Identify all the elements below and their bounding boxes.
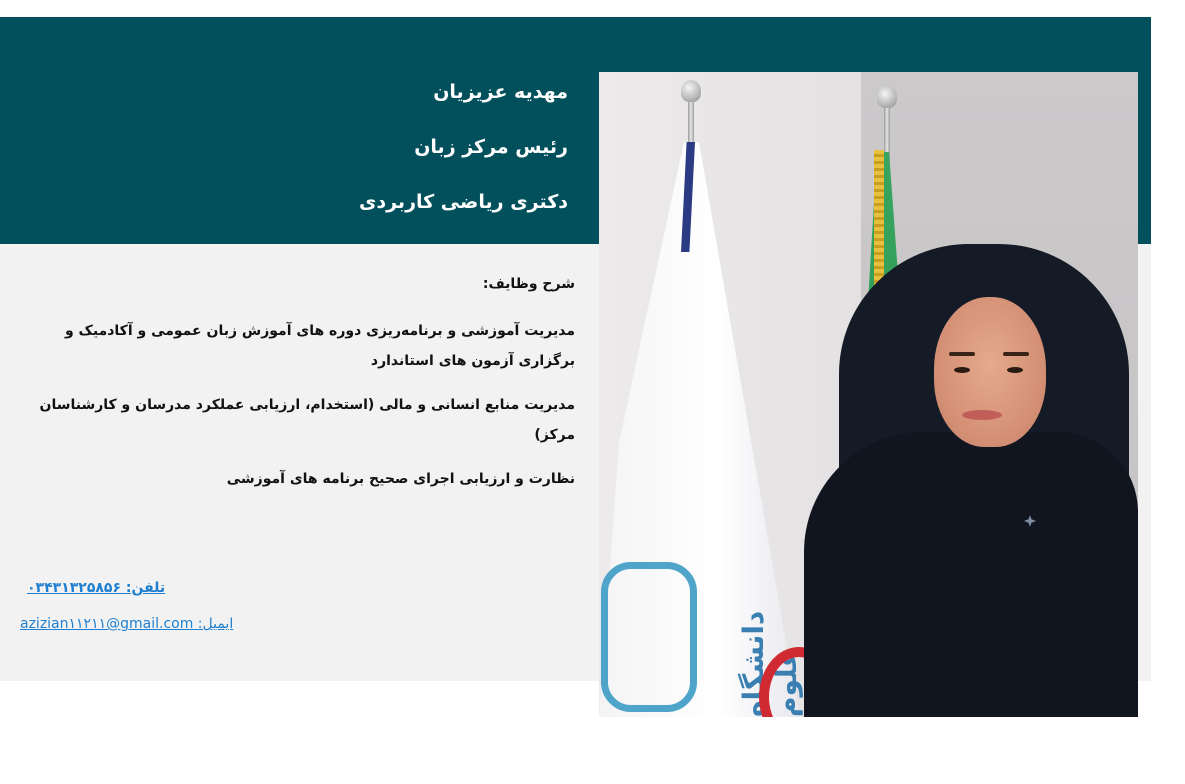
profile-heading: [359, 82, 568, 247]
flag-finial-icon: [681, 80, 701, 102]
person-face: [934, 297, 1046, 447]
university-emblem-icon: [601, 562, 697, 712]
profile-degree: دکتری ریاضی کاربردی: [358, 191, 568, 213]
person-body: [804, 432, 1138, 717]
email-label: ایمیل:: [197, 616, 234, 632]
email-address: azizian۱۱۲۱۱@gmail.com: [20, 616, 194, 632]
duties-label: شرح وظایف:: [482, 276, 575, 292]
duty-item: نظارت و ارزیابی اجرای صحیح برنامه های آموزشی: [226, 471, 575, 487]
eye: [954, 367, 970, 373]
eyebrow: [1003, 352, 1029, 356]
duty-item: مدیریت منابع انسانی و مالی (استخدام، ارزیابی عملکرد مدرسان و کارشناسان مرکز): [39, 397, 575, 443]
phone-label: تلفن:: [125, 580, 166, 596]
duties-section: [22, 276, 575, 508]
duty-item: مدیریت آموزشی و برنامه‌ریزی دوره های آموزش زبان عمومی و آکادمیک و برگزاری آزمون های استاندارد: [64, 323, 575, 369]
profile-role: رئیس مرکز زبان: [414, 136, 568, 158]
phone-link[interactable]: [27, 580, 165, 596]
phone-number: ۰۳۴۳۱۳۲۵۸۵۶: [27, 580, 121, 596]
email-link[interactable]: [20, 616, 233, 632]
flag-finial-icon: [877, 86, 897, 108]
profile-photo: [599, 72, 1138, 717]
profile-name: مهدیه عزیزیان: [433, 81, 568, 103]
eye: [1007, 367, 1023, 373]
emblem-text: دانشگاه علوم: [737, 610, 803, 717]
eyebrow: [949, 352, 975, 356]
lips: [962, 410, 1002, 420]
